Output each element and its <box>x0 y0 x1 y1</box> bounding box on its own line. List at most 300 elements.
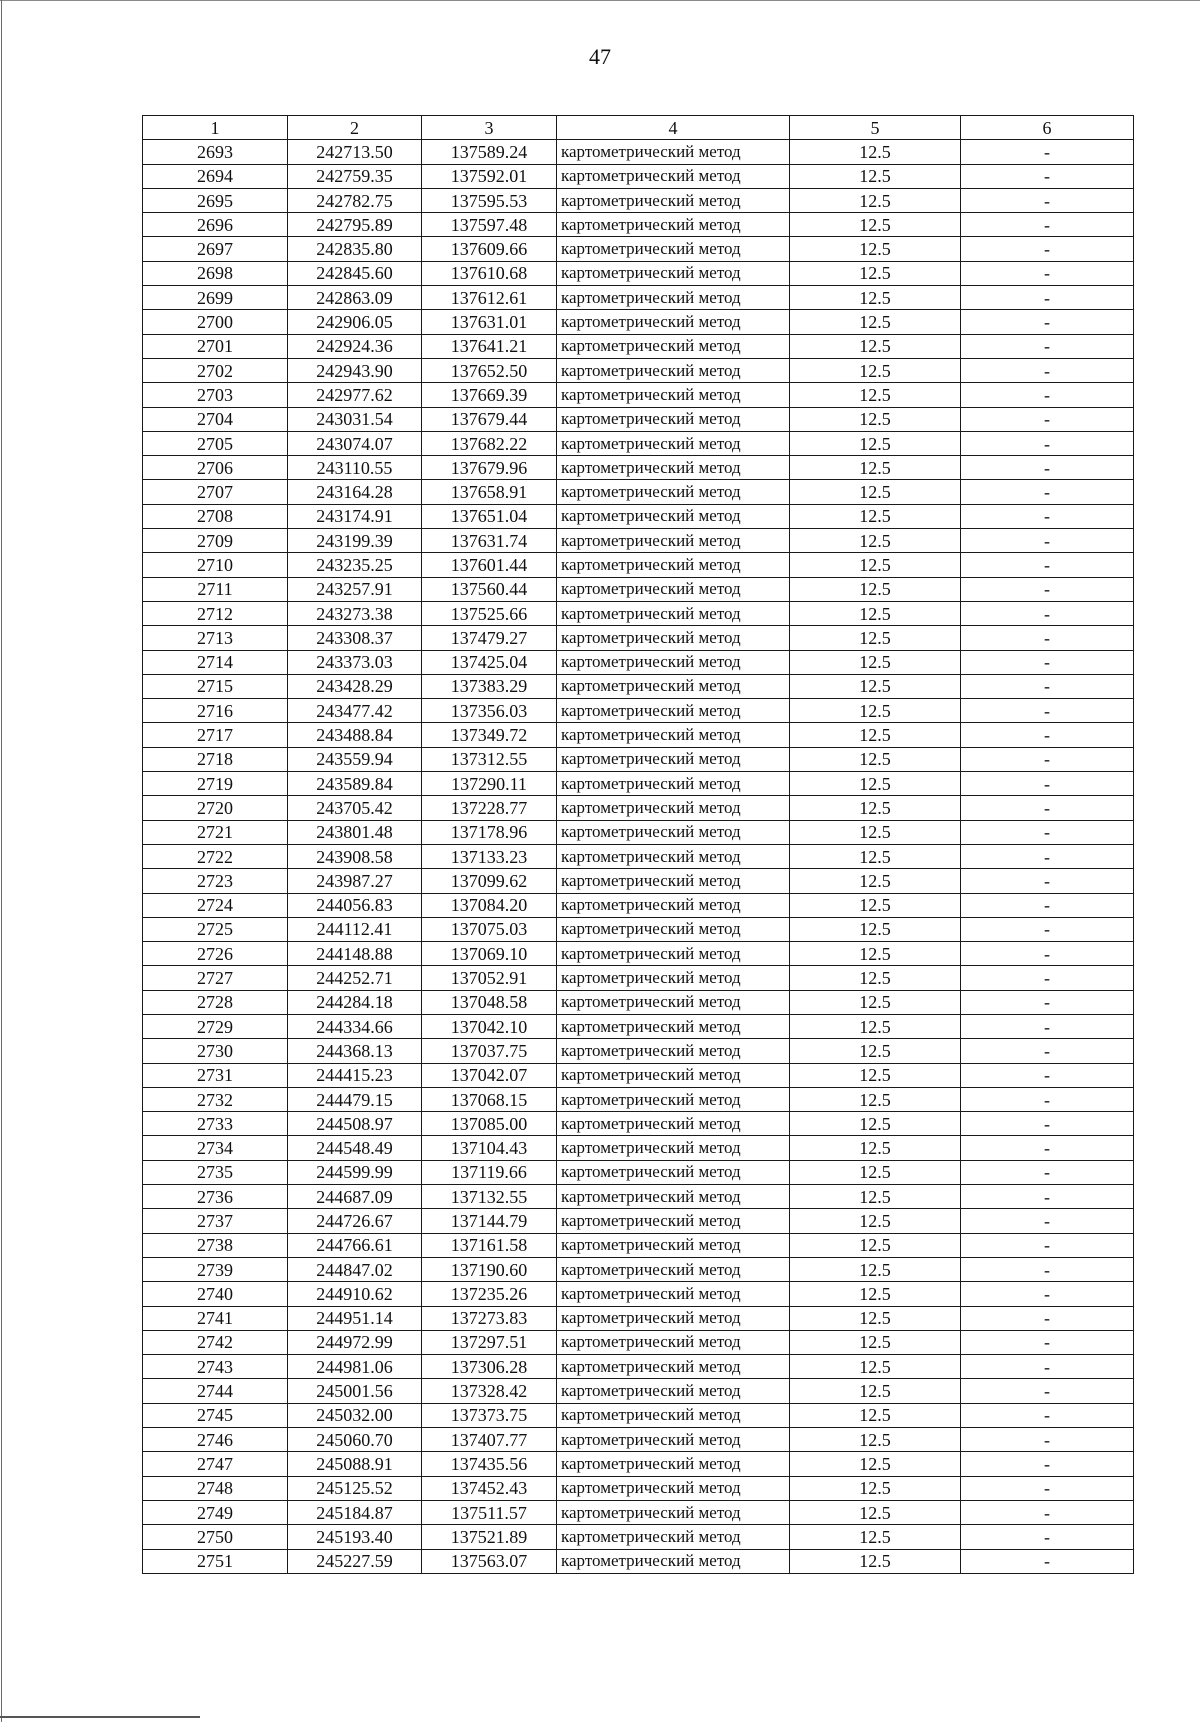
note-cell: - <box>961 869 1134 893</box>
method-cell: картометрический метод <box>557 966 790 990</box>
accuracy-cell: 12.5 <box>790 1063 961 1087</box>
table-row <box>143 796 1134 820</box>
accuracy-cell: 12.5 <box>790 869 961 893</box>
note-cell: - <box>961 1087 1134 1111</box>
method-cell: картометрический метод <box>557 577 790 601</box>
column-header: 2 <box>288 116 422 140</box>
note-cell: - <box>961 893 1134 917</box>
accuracy-cell: 12.5 <box>790 1160 961 1184</box>
table-row <box>143 1185 1134 1209</box>
note-cell: - <box>961 480 1134 504</box>
x-coordinate-cell: 245227.59 <box>288 1549 422 1573</box>
accuracy-cell: 12.5 <box>790 699 961 723</box>
note-cell: - <box>961 820 1134 844</box>
accuracy-cell: 12.5 <box>790 1476 961 1500</box>
method-cell: картометрический метод <box>557 358 790 382</box>
accuracy-cell: 12.5 <box>790 966 961 990</box>
table-row <box>143 1282 1134 1306</box>
point-number-cell: 2737 <box>143 1209 288 1233</box>
method-cell: картометрический метод <box>557 213 790 237</box>
y-coordinate-cell: 137178.96 <box>422 820 557 844</box>
point-number-cell: 2694 <box>143 164 288 188</box>
y-coordinate-cell: 137119.66 <box>422 1160 557 1184</box>
table-row <box>143 1355 1134 1379</box>
y-coordinate-cell: 137075.03 <box>422 917 557 941</box>
accuracy-cell: 12.5 <box>790 164 961 188</box>
y-coordinate-cell: 137641.21 <box>422 334 557 358</box>
note-cell: - <box>961 577 1134 601</box>
note-cell: - <box>961 286 1134 310</box>
method-cell: картометрический метод <box>557 844 790 868</box>
x-coordinate-cell: 244766.61 <box>288 1233 422 1257</box>
method-cell: картометрический метод <box>557 1428 790 1452</box>
accuracy-cell: 12.5 <box>790 1087 961 1111</box>
y-coordinate-cell: 137658.91 <box>422 480 557 504</box>
point-number-cell: 2702 <box>143 358 288 382</box>
note-cell: - <box>961 529 1134 553</box>
accuracy-cell: 12.5 <box>790 893 961 917</box>
y-coordinate-cell: 137452.43 <box>422 1476 557 1500</box>
point-number-cell: 2705 <box>143 431 288 455</box>
point-number-cell: 2726 <box>143 942 288 966</box>
scan-edge-left <box>1 0 2 1722</box>
point-number-cell: 2743 <box>143 1355 288 1379</box>
y-coordinate-cell: 137682.22 <box>422 431 557 455</box>
accuracy-cell: 12.5 <box>790 820 961 844</box>
table-row <box>143 1500 1134 1524</box>
x-coordinate-cell: 244479.15 <box>288 1087 422 1111</box>
x-coordinate-cell: 242782.75 <box>288 188 422 212</box>
method-cell: картометрический метод <box>557 1282 790 1306</box>
note-cell: - <box>961 1014 1134 1038</box>
y-coordinate-cell: 137144.79 <box>422 1209 557 1233</box>
method-cell: картометрический метод <box>557 1306 790 1330</box>
method-cell: картометрический метод <box>557 601 790 625</box>
accuracy-cell: 12.5 <box>790 553 961 577</box>
y-coordinate-cell: 137595.53 <box>422 188 557 212</box>
x-coordinate-cell: 245184.87 <box>288 1500 422 1524</box>
x-coordinate-cell: 244415.23 <box>288 1063 422 1087</box>
accuracy-cell: 12.5 <box>790 1500 961 1524</box>
note-cell: - <box>961 1452 1134 1476</box>
note-cell: - <box>961 1112 1134 1136</box>
point-number-cell: 2741 <box>143 1306 288 1330</box>
note-cell: - <box>961 1525 1134 1549</box>
y-coordinate-cell: 137560.44 <box>422 577 557 601</box>
table-row <box>143 1330 1134 1354</box>
x-coordinate-cell: 244972.99 <box>288 1330 422 1354</box>
accuracy-cell: 12.5 <box>790 1233 961 1257</box>
point-number-cell: 2748 <box>143 1476 288 1500</box>
note-cell: - <box>961 650 1134 674</box>
point-number-cell: 2699 <box>143 286 288 310</box>
table-row <box>143 601 1134 625</box>
note-cell: - <box>961 796 1134 820</box>
x-coordinate-cell: 244910.62 <box>288 1282 422 1306</box>
method-cell: картометрический метод <box>557 1136 790 1160</box>
table-row <box>143 529 1134 553</box>
note-cell: - <box>961 917 1134 941</box>
note-cell: - <box>961 1476 1134 1500</box>
point-number-cell: 2750 <box>143 1525 288 1549</box>
x-coordinate-cell: 242906.05 <box>288 310 422 334</box>
y-coordinate-cell: 137435.56 <box>422 1452 557 1476</box>
method-cell: картометрический метод <box>557 188 790 212</box>
accuracy-cell: 12.5 <box>790 188 961 212</box>
accuracy-cell: 12.5 <box>790 1403 961 1427</box>
accuracy-cell: 12.5 <box>790 1355 961 1379</box>
table-row <box>143 237 1134 261</box>
x-coordinate-cell: 243199.39 <box>288 529 422 553</box>
coordinates-table <box>142 115 1134 1574</box>
point-number-cell: 2714 <box>143 650 288 674</box>
point-number-cell: 2744 <box>143 1379 288 1403</box>
accuracy-cell: 12.5 <box>790 1525 961 1549</box>
y-coordinate-cell: 137631.74 <box>422 529 557 553</box>
y-coordinate-cell: 137235.26 <box>422 1282 557 1306</box>
x-coordinate-cell: 243074.07 <box>288 431 422 455</box>
method-cell: картометрический метод <box>557 504 790 528</box>
method-cell: картометрический метод <box>557 407 790 431</box>
table-row <box>143 407 1134 431</box>
accuracy-cell: 12.5 <box>790 213 961 237</box>
y-coordinate-cell: 137328.42 <box>422 1379 557 1403</box>
point-number-cell: 2740 <box>143 1282 288 1306</box>
note-cell: - <box>961 1039 1134 1063</box>
y-coordinate-cell: 137132.55 <box>422 1185 557 1209</box>
table-row <box>143 1476 1134 1500</box>
point-number-cell: 2696 <box>143 213 288 237</box>
note-cell: - <box>961 723 1134 747</box>
point-number-cell: 2746 <box>143 1428 288 1452</box>
x-coordinate-cell: 245032.00 <box>288 1403 422 1427</box>
point-number-cell: 2739 <box>143 1257 288 1281</box>
accuracy-cell: 12.5 <box>790 650 961 674</box>
note-cell: - <box>961 1355 1134 1379</box>
point-number-cell: 2724 <box>143 893 288 917</box>
point-number-cell: 2735 <box>143 1160 288 1184</box>
note-cell: - <box>961 213 1134 237</box>
x-coordinate-cell: 245060.70 <box>288 1428 422 1452</box>
x-coordinate-cell: 245125.52 <box>288 1476 422 1500</box>
table-row <box>143 1063 1134 1087</box>
y-coordinate-cell: 137679.44 <box>422 407 557 431</box>
method-cell: картометрический метод <box>557 431 790 455</box>
point-number-cell: 2700 <box>143 310 288 334</box>
note-cell: - <box>961 626 1134 650</box>
accuracy-cell: 12.5 <box>790 674 961 698</box>
point-number-cell: 2738 <box>143 1233 288 1257</box>
point-number-cell: 2701 <box>143 334 288 358</box>
table-row <box>143 188 1134 212</box>
scan-edge-top <box>0 0 1200 1</box>
table-row <box>143 480 1134 504</box>
method-cell: картометрический метод <box>557 1233 790 1257</box>
point-number-cell: 2697 <box>143 237 288 261</box>
table-row <box>143 334 1134 358</box>
method-cell: картометрический метод <box>557 1403 790 1427</box>
point-number-cell: 2710 <box>143 553 288 577</box>
y-coordinate-cell: 137631.01 <box>422 310 557 334</box>
y-coordinate-cell: 137099.62 <box>422 869 557 893</box>
point-number-cell: 2725 <box>143 917 288 941</box>
method-cell: картометрический метод <box>557 553 790 577</box>
note-cell: - <box>961 1330 1134 1354</box>
note-cell: - <box>961 188 1134 212</box>
table-row <box>143 261 1134 285</box>
x-coordinate-cell: 243308.37 <box>288 626 422 650</box>
accuracy-cell: 12.5 <box>790 140 961 164</box>
x-coordinate-cell: 242759.35 <box>288 164 422 188</box>
method-cell: картометрический метод <box>557 1355 790 1379</box>
method-cell: картометрический метод <box>557 164 790 188</box>
y-coordinate-cell: 137679.96 <box>422 456 557 480</box>
table-row <box>143 966 1134 990</box>
accuracy-cell: 12.5 <box>790 796 961 820</box>
point-number-cell: 2745 <box>143 1403 288 1427</box>
point-number-cell: 2747 <box>143 1452 288 1476</box>
accuracy-cell: 12.5 <box>790 1185 961 1209</box>
accuracy-cell: 12.5 <box>790 334 961 358</box>
accuracy-cell: 12.5 <box>790 456 961 480</box>
x-coordinate-cell: 243488.84 <box>288 723 422 747</box>
method-cell: картометрический метод <box>557 1452 790 1476</box>
point-number-cell: 2719 <box>143 772 288 796</box>
note-cell: - <box>961 334 1134 358</box>
method-cell: картометрический метод <box>557 1039 790 1063</box>
table-row <box>143 893 1134 917</box>
accuracy-cell: 12.5 <box>790 1039 961 1063</box>
y-coordinate-cell: 137085.00 <box>422 1112 557 1136</box>
point-number-cell: 2751 <box>143 1549 288 1573</box>
table-row <box>143 1525 1134 1549</box>
table-row <box>143 1087 1134 1111</box>
point-number-cell: 2731 <box>143 1063 288 1087</box>
accuracy-cell: 12.5 <box>790 1428 961 1452</box>
note-cell: - <box>961 237 1134 261</box>
method-cell: картометрический метод <box>557 1549 790 1573</box>
table-row <box>143 383 1134 407</box>
note-cell: - <box>961 1209 1134 1233</box>
accuracy-cell: 12.5 <box>790 1306 961 1330</box>
accuracy-cell: 12.5 <box>790 310 961 334</box>
accuracy-cell: 12.5 <box>790 1209 961 1233</box>
accuracy-cell: 12.5 <box>790 1112 961 1136</box>
note-cell: - <box>961 383 1134 407</box>
x-coordinate-cell: 244368.13 <box>288 1039 422 1063</box>
y-coordinate-cell: 137356.03 <box>422 699 557 723</box>
point-number-cell: 2698 <box>143 261 288 285</box>
y-coordinate-cell: 137610.68 <box>422 261 557 285</box>
accuracy-cell: 12.5 <box>790 747 961 771</box>
method-cell: картометрический метод <box>557 674 790 698</box>
method-cell: картометрический метод <box>557 1185 790 1209</box>
note-cell: - <box>961 1185 1134 1209</box>
accuracy-cell: 12.5 <box>790 261 961 285</box>
point-number-cell: 2703 <box>143 383 288 407</box>
note-cell: - <box>961 140 1134 164</box>
x-coordinate-cell: 244599.99 <box>288 1160 422 1184</box>
y-coordinate-cell: 137425.04 <box>422 650 557 674</box>
x-coordinate-cell: 244334.66 <box>288 1014 422 1038</box>
accuracy-cell: 12.5 <box>790 1549 961 1573</box>
table-row <box>143 1379 1134 1403</box>
table-row <box>143 1112 1134 1136</box>
point-number-cell: 2733 <box>143 1112 288 1136</box>
table-row <box>143 1136 1134 1160</box>
note-cell: - <box>961 1403 1134 1427</box>
y-coordinate-cell: 137042.07 <box>422 1063 557 1087</box>
x-coordinate-cell: 243373.03 <box>288 650 422 674</box>
point-number-cell: 2693 <box>143 140 288 164</box>
x-coordinate-cell: 243174.91 <box>288 504 422 528</box>
method-cell: картометрический метод <box>557 1525 790 1549</box>
table-row <box>143 674 1134 698</box>
method-cell: картометрический метод <box>557 650 790 674</box>
table-header-row <box>143 116 1134 140</box>
table-row <box>143 577 1134 601</box>
x-coordinate-cell: 242835.80 <box>288 237 422 261</box>
note-cell: - <box>961 1282 1134 1306</box>
x-coordinate-cell: 244951.14 <box>288 1306 422 1330</box>
method-cell: картометрический метод <box>557 1379 790 1403</box>
method-cell: картометрический метод <box>557 261 790 285</box>
accuracy-cell: 12.5 <box>790 942 961 966</box>
y-coordinate-cell: 137407.77 <box>422 1428 557 1452</box>
note-cell: - <box>961 431 1134 455</box>
y-coordinate-cell: 137669.39 <box>422 383 557 407</box>
accuracy-cell: 12.5 <box>790 383 961 407</box>
note-cell: - <box>961 674 1134 698</box>
accuracy-cell: 12.5 <box>790 723 961 747</box>
note-cell: - <box>961 164 1134 188</box>
scan-edge-bottom <box>0 1716 200 1718</box>
method-cell: картометрический метод <box>557 772 790 796</box>
note-cell: - <box>961 747 1134 771</box>
x-coordinate-cell: 243801.48 <box>288 820 422 844</box>
method-cell: картометрический метод <box>557 796 790 820</box>
x-coordinate-cell: 243559.94 <box>288 747 422 771</box>
note-cell: - <box>961 1500 1134 1524</box>
x-coordinate-cell: 242924.36 <box>288 334 422 358</box>
y-coordinate-cell: 137525.66 <box>422 601 557 625</box>
method-cell: картометрический метод <box>557 140 790 164</box>
x-coordinate-cell: 243110.55 <box>288 456 422 480</box>
accuracy-cell: 12.5 <box>790 1379 961 1403</box>
table-row <box>143 1209 1134 1233</box>
table-row <box>143 844 1134 868</box>
point-number-cell: 2704 <box>143 407 288 431</box>
table-row <box>143 626 1134 650</box>
note-cell: - <box>961 504 1134 528</box>
table-row <box>143 747 1134 771</box>
point-number-cell: 2720 <box>143 796 288 820</box>
method-cell: картометрический метод <box>557 286 790 310</box>
method-cell: картометрический метод <box>557 917 790 941</box>
y-coordinate-cell: 137068.15 <box>422 1087 557 1111</box>
x-coordinate-cell: 242713.50 <box>288 140 422 164</box>
accuracy-cell: 12.5 <box>790 504 961 528</box>
x-coordinate-cell: 244508.97 <box>288 1112 422 1136</box>
y-coordinate-cell: 137042.10 <box>422 1014 557 1038</box>
point-number-cell: 2723 <box>143 869 288 893</box>
y-coordinate-cell: 137306.28 <box>422 1355 557 1379</box>
method-cell: картометрический метод <box>557 1257 790 1281</box>
y-coordinate-cell: 137373.75 <box>422 1403 557 1427</box>
table-row <box>143 140 1134 164</box>
table-row <box>143 1428 1134 1452</box>
method-cell: картометрический метод <box>557 310 790 334</box>
y-coordinate-cell: 137479.27 <box>422 626 557 650</box>
accuracy-cell: 12.5 <box>790 577 961 601</box>
y-coordinate-cell: 137651.04 <box>422 504 557 528</box>
note-cell: - <box>961 1136 1134 1160</box>
table-row <box>143 772 1134 796</box>
note-cell: - <box>961 553 1134 577</box>
point-number-cell: 2749 <box>143 1500 288 1524</box>
y-coordinate-cell: 137312.55 <box>422 747 557 771</box>
table-row <box>143 358 1134 382</box>
method-cell: картометрический метод <box>557 334 790 358</box>
method-cell: картометрический метод <box>557 626 790 650</box>
point-number-cell: 2722 <box>143 844 288 868</box>
point-number-cell: 2730 <box>143 1039 288 1063</box>
point-number-cell: 2736 <box>143 1185 288 1209</box>
table-row <box>143 942 1134 966</box>
note-cell: - <box>961 1160 1134 1184</box>
column-header: 1 <box>143 116 288 140</box>
table-row <box>143 1160 1134 1184</box>
y-coordinate-cell: 137069.10 <box>422 942 557 966</box>
x-coordinate-cell: 244687.09 <box>288 1185 422 1209</box>
accuracy-cell: 12.5 <box>790 1014 961 1038</box>
table-row <box>143 213 1134 237</box>
note-cell: - <box>961 1063 1134 1087</box>
table-row <box>143 699 1134 723</box>
note-cell: - <box>961 1233 1134 1257</box>
x-coordinate-cell: 242795.89 <box>288 213 422 237</box>
point-number-cell: 2729 <box>143 1014 288 1038</box>
table-row <box>143 1257 1134 1281</box>
table-row <box>143 990 1134 1014</box>
x-coordinate-cell: 242845.60 <box>288 261 422 285</box>
point-number-cell: 2711 <box>143 577 288 601</box>
point-number-cell: 2709 <box>143 529 288 553</box>
note-cell: - <box>961 966 1134 990</box>
table-row <box>143 553 1134 577</box>
accuracy-cell: 12.5 <box>790 1452 961 1476</box>
point-number-cell: 2718 <box>143 747 288 771</box>
note-cell: - <box>961 844 1134 868</box>
point-number-cell: 2707 <box>143 480 288 504</box>
point-number-cell: 2715 <box>143 674 288 698</box>
accuracy-cell: 12.5 <box>790 844 961 868</box>
y-coordinate-cell: 137349.72 <box>422 723 557 747</box>
table-row <box>143 1014 1134 1038</box>
x-coordinate-cell: 244284.18 <box>288 990 422 1014</box>
table-row <box>143 164 1134 188</box>
accuracy-cell: 12.5 <box>790 601 961 625</box>
point-number-cell: 2717 <box>143 723 288 747</box>
note-cell: - <box>961 358 1134 382</box>
accuracy-cell: 12.5 <box>790 1330 961 1354</box>
table-row <box>143 869 1134 893</box>
column-header: 5 <box>790 116 961 140</box>
table-row <box>143 1403 1134 1427</box>
y-coordinate-cell: 137273.83 <box>422 1306 557 1330</box>
x-coordinate-cell: 243428.29 <box>288 674 422 698</box>
table-row <box>143 1039 1134 1063</box>
